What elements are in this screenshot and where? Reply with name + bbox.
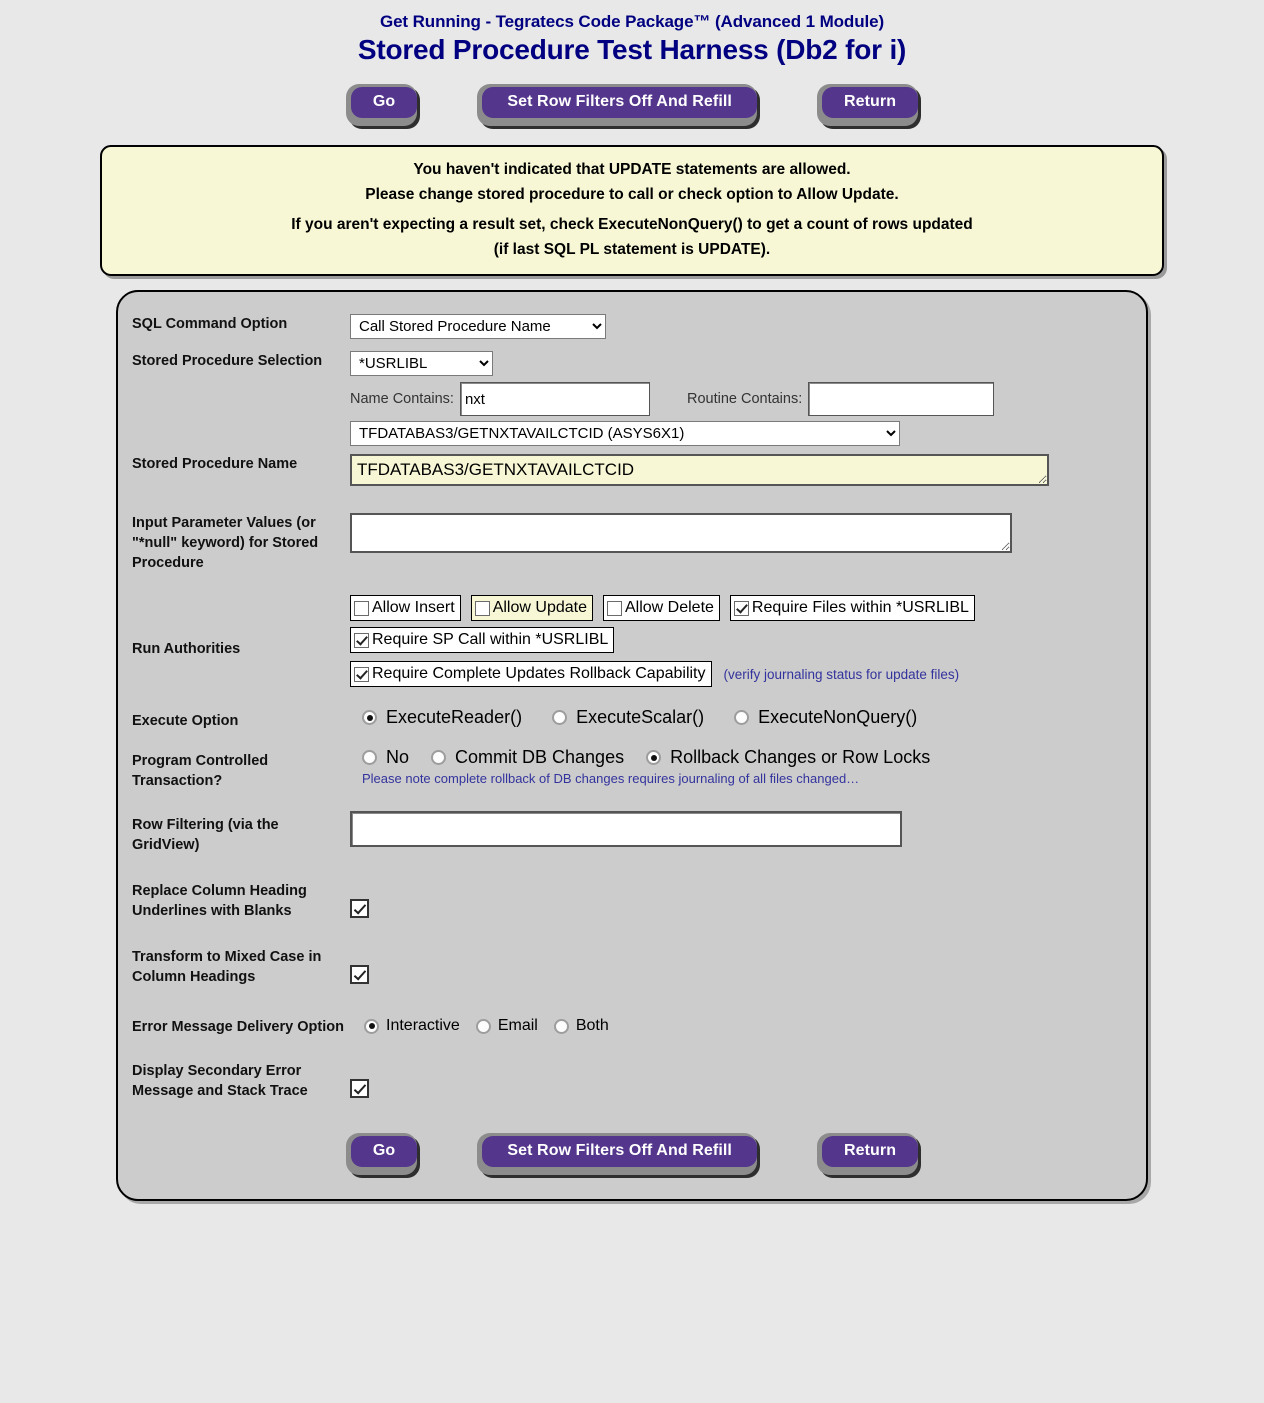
- field-mixed-case: [350, 947, 1132, 989]
- settings-form: [132, 314, 1132, 1103]
- radio-transaction-rollback[interactable]: [624, 747, 930, 768]
- return-button-bottom[interactable]: [817, 1133, 918, 1175]
- spacer: [350, 731, 1132, 747]
- allow-delete-label: Allow Delete: [624, 599, 714, 616]
- radio-execute-nonquery[interactable]: [704, 707, 917, 728]
- spacer: [350, 989, 1132, 1013]
- label-mixed-case: Transform to Mixed Case in Column Headings: [132, 949, 322, 985]
- warning-line-3: If you aren't expecting a result set, check ExecuteNonQuery() to get a count of rows updated: [291, 216, 973, 233]
- form-panel: [116, 290, 1148, 1201]
- radio-error-both[interactable]: [538, 1017, 609, 1035]
- radio-execute-scalar[interactable]: [522, 707, 704, 728]
- transaction-no-radio-icon[interactable]: [362, 750, 377, 765]
- allow-delete-checkbox-icon[interactable]: [607, 601, 622, 616]
- label-input-parameters: Input Parameter Values (or "*null" keyword) for Stored Procedure: [132, 515, 319, 571]
- radio-error-interactive[interactable]: [364, 1017, 460, 1035]
- library-select[interactable]: [350, 351, 493, 376]
- go-button-top[interactable]: [346, 84, 417, 126]
- allow-insert-label: Allow Insert: [372, 599, 455, 616]
- execute-reader-label: ExecuteReader(): [386, 707, 523, 727]
- radio-transaction-commit[interactable]: [409, 747, 624, 768]
- set-row-filters-button-bottom-label[interactable]: Set Row Filters Off And Refill: [482, 1136, 757, 1167]
- return-button-bottom-label[interactable]: Return: [822, 1136, 918, 1167]
- allow-insert-checkbox-icon[interactable]: [354, 601, 369, 616]
- require-sp-call-checkbox-icon[interactable]: [354, 633, 369, 648]
- transaction-commit-label: Commit DB Changes: [455, 747, 625, 767]
- execute-nonquery-label: ExecuteNonQuery(): [758, 707, 918, 727]
- execute-scalar-label: ExecuteScalar(): [576, 707, 705, 727]
- field-replace-underlines: [350, 881, 1132, 923]
- checkbox-require-files-usrlibl[interactable]: [730, 595, 975, 621]
- execute-scalar-radio-icon[interactable]: [552, 710, 567, 725]
- require-files-usrlibl-checkbox-icon[interactable]: [734, 601, 749, 616]
- go-button-bottom[interactable]: [346, 1133, 417, 1175]
- label-routine-contains: Routine Contains:: [686, 391, 803, 407]
- spacer: [132, 791, 350, 811]
- spacer: [132, 687, 350, 707]
- row-mixed-case: [132, 947, 1132, 989]
- label-replace-underlines: Replace Column Heading Underlines with Blanks: [132, 883, 307, 919]
- error-both-radio-icon[interactable]: [554, 1019, 569, 1034]
- stored-procedure-name-textarea[interactable]: [350, 454, 1049, 486]
- spacer: [132, 573, 350, 595]
- secondary-error-checkbox[interactable]: [350, 1079, 369, 1098]
- require-sp-call-label: Require SP Call within *USRLIBL: [372, 631, 609, 648]
- set-row-filters-button-label[interactable]: Set Row Filters Off And Refill: [482, 87, 757, 118]
- spacer: [350, 923, 1132, 947]
- allow-update-label: Allow Update: [492, 599, 587, 616]
- execute-reader-radio-icon[interactable]: [362, 710, 377, 725]
- field-execute-option: [350, 707, 1132, 731]
- transaction-no-label: No: [386, 747, 410, 767]
- spacer: [132, 1037, 350, 1061]
- spacer: [132, 446, 350, 454]
- allow-update-checkbox-icon[interactable]: [475, 601, 490, 616]
- error-interactive-radio-icon[interactable]: [364, 1019, 379, 1034]
- warning-message: [100, 145, 1164, 276]
- page-title: Stored Procedure Test Harness (Db2 for i): [357, 34, 907, 65]
- field-stored-procedure-selection: [350, 351, 1132, 446]
- field-input-parameters: [350, 513, 1132, 573]
- bottom-button-row: [132, 1133, 1132, 1175]
- warning-wrapper: [0, 145, 1264, 276]
- warning-line-4: (if last SQL PL statement is UPDATE).: [493, 241, 771, 258]
- set-row-filters-button-top[interactable]: [477, 84, 757, 126]
- checkbox-allow-update[interactable]: [471, 595, 593, 621]
- label-run-authorities: Run Authorities: [132, 641, 241, 657]
- field-stored-procedure-name: [350, 454, 1132, 491]
- require-rollback-label: Require Complete Updates Rollback Capability: [372, 665, 706, 682]
- label-row-filtering: Row Filtering (via the GridView): [132, 817, 279, 853]
- spacer: [132, 855, 350, 881]
- replace-underlines-checkbox[interactable]: [350, 899, 369, 918]
- spacer: [350, 791, 1132, 811]
- checkbox-allow-insert[interactable]: [350, 595, 461, 621]
- label-transaction: Program Controlled Transaction?: [132, 753, 269, 789]
- journaling-hint-link[interactable]: (verify journaling status for update files): [723, 666, 960, 682]
- label-secondary-error: Display Secondary Error Message and Stack Trace: [132, 1063, 308, 1099]
- checkbox-require-rollback-capability[interactable]: [350, 661, 712, 687]
- warning-line-2: Please change stored procedure to call or check option to Allow Update.: [365, 186, 899, 203]
- field-error-delivery: [350, 1013, 1132, 1037]
- contains-filters-row: [350, 382, 1132, 416]
- row-transaction: [132, 747, 1132, 791]
- spacer: [350, 1037, 1132, 1061]
- row-row-filtering: [132, 811, 1132, 855]
- run-authorities-row-2: [350, 627, 1132, 653]
- spacer: [132, 491, 350, 513]
- spacer: [350, 687, 1132, 707]
- procedure-select-wrap: [350, 421, 1132, 446]
- error-email-label: Email: [497, 1017, 538, 1034]
- transaction-rollback-radio-icon[interactable]: [646, 750, 661, 765]
- row-filtering-input[interactable]: [350, 811, 902, 847]
- spacer: [350, 573, 1132, 595]
- radio-error-email[interactable]: [460, 1017, 538, 1035]
- require-files-usrlibl-label: Require Files within *USRLIBL: [751, 599, 969, 616]
- checkbox-require-sp-call-usrlibl[interactable]: [350, 627, 614, 653]
- warning-line-1: You haven't indicated that UPDATE statements are allowed.: [413, 161, 851, 178]
- page-header: [0, 0, 1264, 67]
- label-execute-option: Execute Option: [132, 713, 239, 729]
- field-run-authorities: [350, 595, 1132, 687]
- checkbox-allow-delete[interactable]: [603, 595, 720, 621]
- label-error-delivery: Error Message Delivery Option: [132, 1019, 344, 1035]
- spacer: [350, 339, 1132, 351]
- field-secondary-error: [350, 1061, 1132, 1103]
- set-row-filters-button-bottom[interactable]: [477, 1133, 757, 1175]
- row-stored-procedure-selection: [132, 351, 1132, 446]
- page-subtitle: Get Running - Tegratecs Code Package™ (Advanced 1 Module): [379, 12, 885, 31]
- label-stored-procedure-name: Stored Procedure Name: [132, 456, 298, 472]
- spacer: [350, 855, 1132, 881]
- spacer: [132, 923, 350, 947]
- field-sql-command-option: [350, 314, 1132, 339]
- routine-contains-input[interactable]: [808, 382, 994, 416]
- row-error-delivery: [132, 1013, 1132, 1037]
- top-button-row: [0, 84, 1264, 126]
- spacer: [350, 491, 1132, 513]
- label-stored-procedure-selection: Stored Procedure Selection: [132, 353, 323, 369]
- field-transaction: [350, 747, 1132, 791]
- spacer: [132, 989, 350, 1013]
- spacer: [132, 731, 350, 747]
- go-button-bottom-label[interactable]: Go: [351, 1136, 417, 1167]
- row-replace-underlines: [132, 881, 1132, 923]
- run-authorities-row-1: [350, 595, 1132, 621]
- error-interactive-label: Interactive: [386, 1017, 460, 1034]
- transaction-note: Please note complete rollback of DB changes requires journaling of all files changed…: [362, 771, 860, 786]
- row-sql-command-option: [132, 314, 1132, 339]
- field-row-filtering: [350, 811, 1132, 855]
- row-run-authorities: [132, 595, 1132, 687]
- run-authorities-row-3: [350, 661, 1132, 687]
- transaction-commit-radio-icon[interactable]: [431, 750, 446, 765]
- row-secondary-error: [132, 1061, 1132, 1103]
- label-sql-command-option: SQL Command Option: [132, 316, 288, 332]
- error-both-label: Both: [575, 1017, 609, 1034]
- label-name-contains: Name Contains:: [350, 391, 454, 407]
- library-select-wrap: [350, 351, 1132, 376]
- transaction-radio-group: [350, 747, 1132, 768]
- error-email-radio-icon[interactable]: [476, 1019, 491, 1034]
- input-parameters-textarea[interactable]: [350, 513, 1012, 553]
- row-input-parameters: [132, 513, 1132, 573]
- execute-option-radio-group: [350, 707, 1132, 728]
- go-button-label[interactable]: Go: [351, 87, 417, 118]
- radio-execute-reader[interactable]: [362, 707, 522, 728]
- spacer: [350, 446, 1132, 454]
- row-execute-option: [132, 707, 1132, 731]
- return-button-label[interactable]: Return: [822, 87, 918, 118]
- radio-transaction-no[interactable]: [362, 747, 409, 768]
- form-panel-wrapper: [0, 290, 1264, 1201]
- require-rollback-checkbox-icon[interactable]: [354, 667, 369, 682]
- row-stored-procedure-name: [132, 454, 1132, 491]
- stored-procedure-select[interactable]: [350, 421, 900, 446]
- sql-command-option-select[interactable]: [350, 314, 606, 339]
- return-button-top[interactable]: [817, 84, 918, 126]
- error-delivery-radio-group: [350, 1013, 1132, 1035]
- mixed-case-checkbox[interactable]: [350, 965, 369, 984]
- name-contains-input[interactable]: [460, 382, 650, 416]
- transaction-rollback-label: Rollback Changes or Row Locks: [670, 747, 931, 767]
- spacer: [132, 339, 350, 351]
- execute-nonquery-radio-icon[interactable]: [734, 710, 749, 725]
